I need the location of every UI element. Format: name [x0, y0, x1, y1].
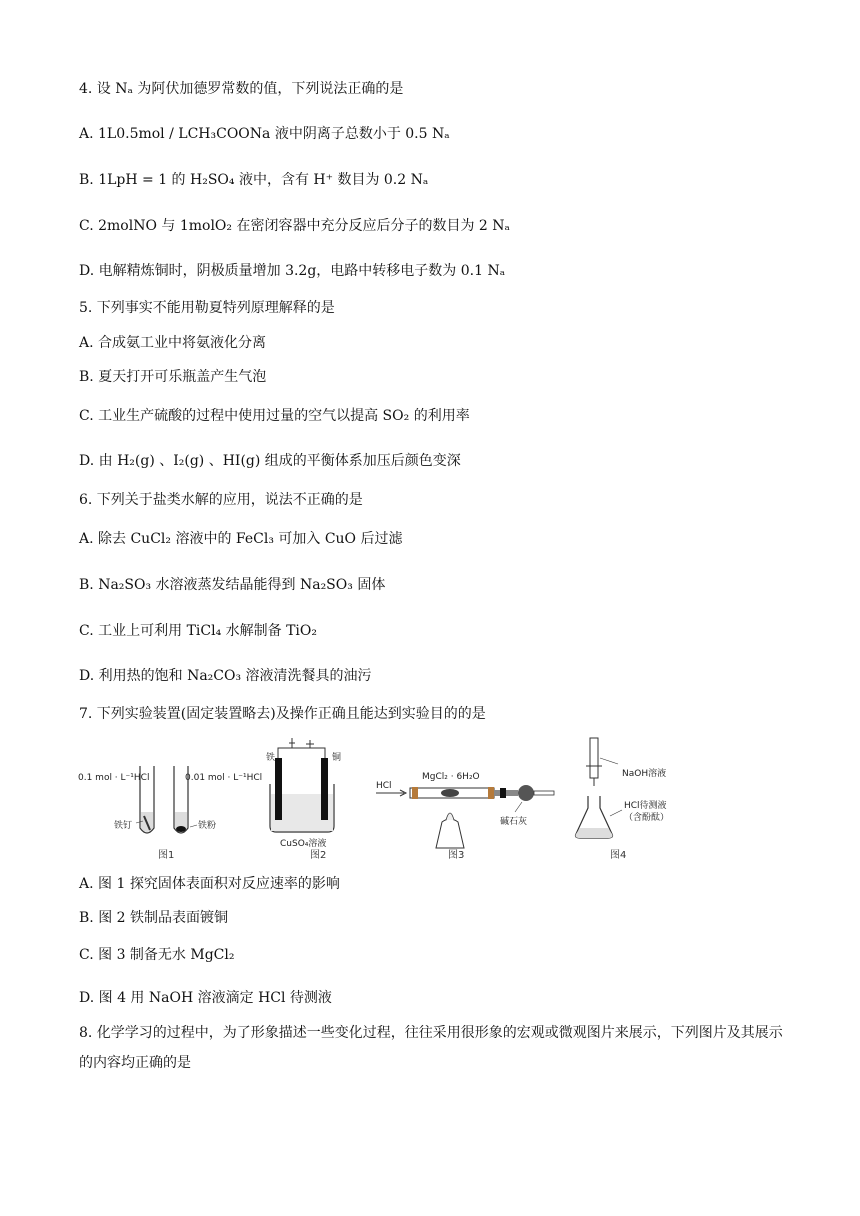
q8-stem: 8. 化学学习的过程中，为了形象描述一些变化过程，往往采用很形象的宏观或微观图片来展示，下列图片及其展示的内容均正确的是 — [79, 1025, 783, 1071]
q5-option-b: B. 夏天打开可乐瓶盖产生气泡 — [79, 369, 267, 385]
copper-electrode — [321, 758, 328, 820]
fig2-iron-label: 铁 — [266, 753, 276, 763]
q6-option-b: B. Na₂SO₃ 水溶液蒸发结晶能得到 Na₂SO₃ 固体 — [79, 577, 386, 593]
q4-option-a: A. 1L0.5mol / LCH₃COONa 液中阴离子总数小于 0.5 Nₐ — [79, 126, 450, 142]
fig3-salt-label: MgCl₂ · 6H₂O — [422, 772, 480, 782]
fig4-caption: 图4 — [610, 850, 627, 861]
q7-option-a: A. 图 1 探究固体表面积对反应速率的影响 — [79, 876, 340, 892]
q7-option-c: C. 图 3 制备无水 MgCl₂ — [79, 947, 235, 963]
fig3-hcl-label: HCl — [376, 781, 392, 791]
q5-option-d: D. 由 H₂(g) 、I₂(g) 、HI(g) 组成的平衡体系加压后颜色变深 — [79, 453, 461, 469]
fig4-naoh-label: NaOH溶液 — [622, 769, 667, 779]
burette — [590, 738, 598, 778]
q7-stem: 7. 下列实验装置(固定装置略去)及操作正确且能达到实验目的的是 — [79, 706, 486, 722]
q7-option-b: B. 图 2 铁制品表面镀铜 — [79, 910, 228, 926]
figure-2 — [266, 738, 341, 861]
fig3-lime-label: 碱石灰 — [500, 817, 528, 827]
alcohol-lamp — [436, 819, 464, 848]
q5-option-c: C. 工业生产硫酸的过程中使用过量的空气以提高 SO₂ 的利用率 — [79, 408, 470, 424]
q6-option-d: D. 利用热的饱和 Na₂CO₃ 溶液清洗餐具的油污 — [79, 668, 372, 684]
fig1-powder-label: 铁粉 — [198, 821, 217, 831]
q4-option-b: B. 1LpH = 1 的 H₂SO₄ 液中，含有 H⁺ 数目为 0.2 Nₐ — [79, 172, 429, 188]
fig4-indicator-label: （含酚酞） — [624, 813, 670, 823]
fig3-caption: 图3 — [448, 850, 465, 861]
q6-stem: 6. 下列关于盐类水解的应用，说法不正确的是 — [79, 492, 363, 508]
fig2-solution-label: CuSO₄溶液 — [280, 839, 327, 849]
q4-stem: 4. 设 Nₐ 为阿伏加德罗常数的值，下列说法正确的是 — [79, 81, 404, 97]
fig1-left-label: 0.1 mol · L⁻¹HCl — [78, 773, 150, 783]
iron-electrode — [275, 758, 282, 820]
q4-option-d: D. 电解精炼铜时，阴极质量增加 3.2g，电路中转移电子数为 0.1 Nₐ — [79, 263, 506, 279]
soda-lime-tube — [518, 785, 534, 801]
figure-3 — [376, 772, 554, 861]
fig1-caption: 图1 — [158, 850, 175, 861]
fig4-hcl-label: HCl待测液 — [624, 801, 667, 811]
fig1-nail-label: 铁钉 — [114, 821, 133, 831]
q5-stem: 5. 下列事实不能用勒夏特列原理解释的是 — [79, 300, 335, 316]
q6-option-a: A. 除去 CuCl₂ 溶液中的 FeCl₃ 可加入 CuO 后过滤 — [79, 531, 403, 547]
experiment-figures — [70, 736, 790, 864]
q5-option-a: A. 合成氨工业中将氨液化分离 — [79, 335, 267, 351]
q7-option-d: D. 图 4 用 NaOH 溶液滴定 HCl 待测液 — [79, 990, 332, 1006]
q4-option-c: C. 2molNO 与 1molO₂ 在密闭容器中充分反应后分子的数目为 2 Nₐ — [79, 218, 510, 234]
fig1-right-label: 0.01 mol · L⁻¹HCl — [185, 773, 263, 783]
iron-powder — [176, 826, 186, 832]
q6-option-c: C. 工业上可利用 TiCl₄ 水解制备 TiO₂ — [79, 623, 317, 639]
mgcl2-sample — [441, 789, 459, 797]
fig2-copper-label: 铜 — [332, 753, 342, 763]
fig2-caption: 图2 — [310, 850, 327, 861]
figure-1 — [78, 766, 262, 861]
figure-4 — [576, 738, 670, 861]
